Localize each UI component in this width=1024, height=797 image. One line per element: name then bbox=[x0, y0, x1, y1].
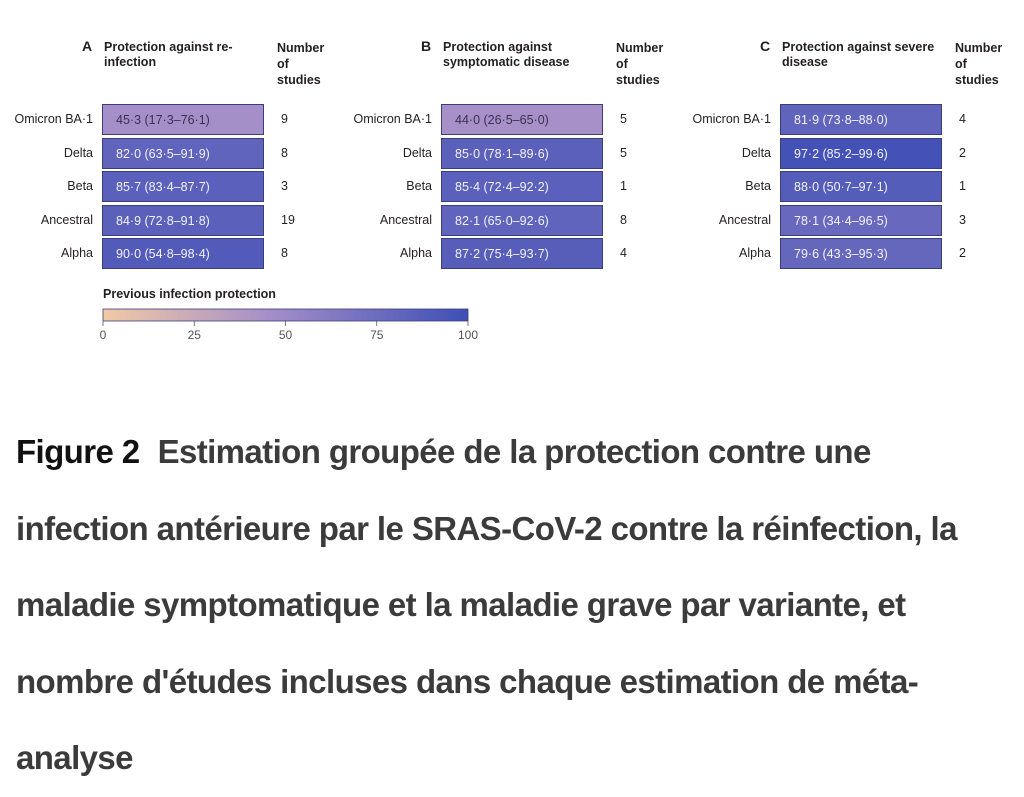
heatmap-cell: 85·4 (72·4–92·2) bbox=[441, 171, 603, 202]
study-count: 1 bbox=[959, 179, 966, 193]
study-count: 4 bbox=[620, 246, 627, 260]
heatmap-cell: 44·0 (26·5–65·0) bbox=[441, 104, 603, 135]
heatmap-cell: 97·2 (85·2–99·6) bbox=[780, 138, 942, 169]
study-count: 8 bbox=[281, 246, 288, 260]
study-count: 3 bbox=[959, 212, 966, 227]
variant-label: Delta bbox=[402, 145, 432, 160]
legend-gradient-bar bbox=[103, 309, 468, 321]
panel-b bbox=[339, 36, 669, 276]
variant-label: Ancestral bbox=[718, 212, 771, 227]
panel-a bbox=[0, 36, 330, 276]
heatmap-cell: 85·7 (83·4–87·7) bbox=[102, 171, 264, 202]
variant-label: Alpha bbox=[739, 246, 771, 260]
variant-label: Ancestral bbox=[379, 212, 432, 227]
panel-title: Protection against re-infection bbox=[104, 40, 233, 69]
variant-label: Alpha bbox=[400, 246, 432, 260]
variant-label: Beta bbox=[406, 179, 432, 193]
caption-figure-label: Figure 2 bbox=[16, 433, 140, 470]
variant-label: Omicron BA·1 bbox=[692, 112, 771, 126]
heatmap-cell: 85·0 (78·1–89·6) bbox=[441, 138, 603, 169]
heatmap-cell: 79·6 (43·3–95·3) bbox=[780, 238, 942, 269]
variant-label: Delta bbox=[741, 145, 771, 160]
study-count: 4 bbox=[959, 112, 966, 126]
count-header: Number of studies bbox=[277, 41, 325, 87]
variant-label: Omicron BA·1 bbox=[353, 112, 432, 126]
variant-label: Beta bbox=[745, 179, 771, 193]
panel-title: Protection against symptomatic disease bbox=[443, 40, 570, 69]
heatmap-cell: 82·1 (65·0–92·6) bbox=[441, 205, 603, 236]
study-count: 8 bbox=[620, 212, 627, 227]
legend-tick-label: 25 bbox=[187, 328, 201, 342]
heatmap-cell: 90·0 (54·8–98·4) bbox=[102, 238, 264, 269]
legend-colorbar bbox=[95, 302, 495, 352]
study-count: 1 bbox=[620, 179, 627, 193]
variant-label: Alpha bbox=[61, 246, 93, 260]
variant-label: Omicron BA·1 bbox=[14, 112, 93, 126]
panel-c bbox=[678, 36, 1008, 276]
count-header: Number of studies bbox=[616, 41, 664, 87]
panel-letter: A bbox=[82, 38, 93, 54]
variant-label: Beta bbox=[67, 179, 93, 193]
study-count: 2 bbox=[959, 145, 966, 160]
legend-tick-label: 100 bbox=[457, 328, 479, 342]
caption-text: Estimation groupée de la protection contre une infection antérieure par le SRAS-CoV-2 contre la réinfection, la maladie symptomatique et la maladie grave par variante, et nombre d'études incluses dans chaque estimation de méta-analyse bbox=[16, 433, 957, 776]
heatmap-cell: 87·2 (75·4–93·7) bbox=[441, 238, 603, 269]
study-count: 9 bbox=[281, 112, 288, 126]
panel-letter: C bbox=[760, 38, 771, 54]
study-count: 2 bbox=[959, 246, 966, 260]
count-header: Number of studies bbox=[955, 41, 1003, 87]
study-count: 3 bbox=[281, 179, 288, 193]
study-count: 5 bbox=[620, 145, 627, 160]
heatmap-cell: 78·1 (34·4–96·5) bbox=[780, 205, 942, 236]
variant-label: Delta bbox=[63, 145, 93, 160]
heatmap-cell: 88·0 (50·7–97·1) bbox=[780, 171, 942, 202]
legend-tick-label: 50 bbox=[278, 328, 293, 342]
study-count: 8 bbox=[281, 145, 288, 160]
heatmap-cell: 45·3 (17·3–76·1) bbox=[102, 104, 264, 135]
heatmap-cell: 81·9 (73·8–88·0) bbox=[780, 104, 942, 135]
legend-tick-label: 0 bbox=[99, 328, 107, 342]
legend-tick-label: 75 bbox=[370, 328, 384, 342]
study-count: 19 bbox=[281, 212, 295, 227]
panel-title: Protection against severe disease bbox=[782, 40, 935, 69]
legend-title: Previous infection protection bbox=[103, 287, 276, 301]
panel-letter: B bbox=[421, 38, 432, 54]
figure-caption bbox=[16, 414, 1006, 797]
heatmap-cell: 84·9 (72·8–91·8) bbox=[102, 205, 264, 236]
heatmap-cell: 82·0 (63·5–91·9) bbox=[102, 138, 264, 169]
study-count: 5 bbox=[620, 112, 627, 126]
variant-label: Ancestral bbox=[40, 212, 93, 227]
